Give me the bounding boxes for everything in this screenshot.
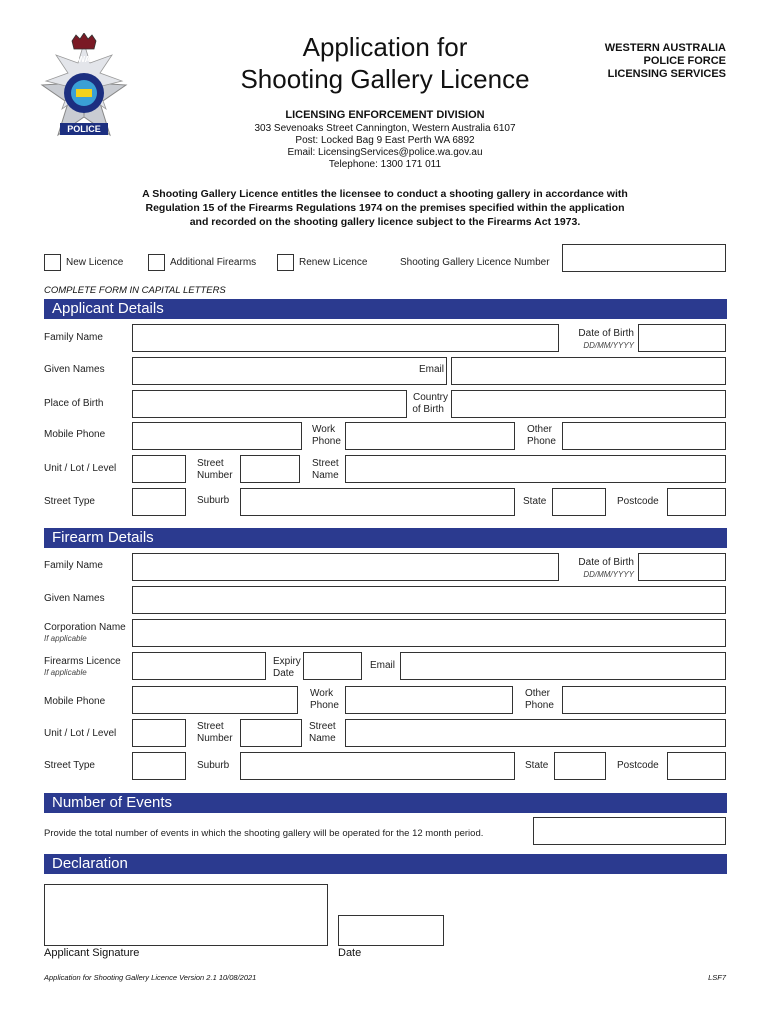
renew-licence-checkbox[interactable] — [277, 254, 294, 271]
fa-street-type-input[interactable] — [132, 752, 186, 780]
additional-firearms-checkbox[interactable] — [148, 254, 165, 271]
address-text: 303 Sevenoaks Street Cannington, Western Australia 6107 — [254, 123, 516, 134]
app-street-type-input[interactable] — [132, 488, 186, 516]
fa-firearms-licence-input[interactable] — [132, 652, 266, 680]
fa-street-type-label: Street Type — [44, 760, 95, 771]
app-postcode-label: Postcode — [617, 496, 659, 507]
post-text: Post: Locked Bag 9 East Perth WA 6892 — [295, 135, 475, 146]
app-suburb-input[interactable] — [240, 488, 515, 516]
app-street-name-input[interactable] — [345, 455, 726, 483]
logo-police-text: POLICE — [67, 124, 101, 134]
fa-other-phone-input[interactable] — [562, 686, 726, 714]
fa-corporation-hint: If applicable — [44, 634, 87, 643]
fa-mobile-input[interactable] — [132, 686, 298, 714]
app-country-input[interactable] — [451, 390, 726, 418]
app-street-number-input[interactable] — [240, 455, 300, 483]
app-unit-label: Unit / Lot / Level — [44, 463, 117, 474]
app-mobile-label: Mobile Phone — [44, 429, 106, 440]
fa-other-label-1: Other — [525, 688, 551, 699]
firearm-heading: Firearm Details — [52, 529, 154, 546]
app-postcode-input[interactable] — [667, 488, 726, 516]
app-suburb-label: Suburb — [197, 495, 230, 506]
fa-state-input[interactable] — [554, 752, 606, 780]
app-other-label-2: Phone — [527, 436, 556, 447]
org-line1: WESTERN AUSTRALIA — [604, 42, 726, 54]
fa-family-name-input[interactable] — [132, 553, 559, 581]
fa-email-input[interactable] — [400, 652, 726, 680]
app-work-label-1: Work — [312, 424, 336, 435]
fa-street-num-label-1: Street — [197, 721, 224, 732]
email-text: Email: LicensingServices@police.wa.gov.au — [287, 147, 483, 158]
events-heading: Number of Events — [52, 794, 173, 811]
fa-firearms-licence-label: Firearms Licence — [44, 656, 121, 667]
fa-suburb-input[interactable] — [240, 752, 515, 780]
date-box[interactable] — [338, 915, 444, 946]
firearm-section-bar — [44, 528, 727, 548]
new-licence-checkbox[interactable] — [44, 254, 61, 271]
fa-given-names-input[interactable] — [132, 586, 726, 614]
fa-suburb-label: Suburb — [197, 760, 230, 771]
signature-label: Applicant Signature — [44, 947, 140, 959]
fa-given-names-label: Given Names — [44, 593, 105, 604]
app-given-names-label: Given Names — [44, 364, 105, 375]
fa-email-label: Email — [370, 660, 396, 671]
footer-code: LSF7 — [708, 973, 726, 982]
fa-postcode-input[interactable] — [667, 752, 726, 780]
fa-state-label: State — [525, 760, 549, 771]
app-street-name-label-1: Street — [312, 458, 339, 469]
app-state-input[interactable] — [552, 488, 606, 516]
events-text: Provide the total number of events in which the shooting gallery will be operated for the 12 month period. — [44, 828, 484, 839]
additional-firearms-label: Additional Firearms — [170, 257, 257, 268]
org-line2: POLICE FORCE — [643, 55, 726, 67]
fa-dob-input[interactable] — [638, 553, 726, 581]
fa-work-label-2: Phone — [310, 700, 339, 711]
intro-line1: A Shooting Gallery Licence entitles the licensee to conduct a shooting gallery in accordance with — [142, 188, 628, 200]
app-work-label-2: Phone — [312, 436, 341, 447]
fa-street-name-label-2: Name — [309, 733, 336, 744]
page-title-line2: Shooting Gallery Licence — [240, 64, 530, 94]
app-dob-label: Date of Birth — [578, 328, 634, 339]
fa-dob-label: Date of Birth — [578, 557, 634, 568]
fa-work-phone-input[interactable] — [345, 686, 513, 714]
intro-line2: Regulation 15 of the Firearms Regulations 1974 on the premises specified within the application — [145, 202, 625, 214]
applicant-section-bar — [44, 299, 727, 319]
fa-street-name-input[interactable] — [345, 719, 726, 747]
new-licence-label: New Licence — [66, 257, 124, 268]
instruction-text: COMPLETE FORM IN CAPITAL LETTERS — [44, 285, 226, 296]
division-title: LICENSING ENFORCEMENT DIVISION — [285, 109, 485, 121]
fa-street-name-label-1: Street — [309, 721, 336, 732]
app-dob-input[interactable] — [638, 324, 726, 352]
signature-box[interactable] — [44, 884, 328, 946]
fa-mobile-label: Mobile Phone — [44, 696, 106, 707]
app-family-name-input[interactable] — [132, 324, 559, 352]
footer-version: Application for Shooting Gallery Licence Version 2.1 10/08/2021 — [44, 973, 257, 982]
fa-expiry-label-2: Date — [273, 668, 295, 679]
app-street-type-label: Street Type — [44, 496, 95, 507]
fa-expiry-label-1: Expiry — [273, 656, 301, 667]
app-street-num-label-2: Number — [197, 470, 233, 481]
fa-street-num-label-2: Number — [197, 733, 233, 744]
logo-wa-text: WA — [77, 55, 91, 64]
declaration-section-bar — [44, 854, 727, 874]
app-street-name-label-2: Name — [312, 470, 339, 481]
app-street-num-label-1: Street — [197, 458, 224, 469]
app-state-label: State — [523, 496, 547, 507]
licence-number-input[interactable] — [562, 244, 726, 272]
fa-firearms-licence-hint: If applicable — [44, 668, 87, 677]
fa-expiry-input[interactable] — [303, 652, 362, 680]
intro-line3: and recorded on the shooting gallery licence subject to the Firearms Act 1973. — [189, 216, 581, 228]
app-dob-format: DD/MM/YYYY — [583, 341, 634, 350]
fa-unit-input[interactable] — [132, 719, 186, 747]
app-email-label: Email — [418, 364, 444, 375]
fa-other-label-2: Phone — [525, 700, 554, 711]
fa-unit-label: Unit / Lot / Level — [44, 728, 117, 739]
app-country-label-1: Country — [412, 392, 448, 403]
fa-dob-format: DD/MM/YYYY — [583, 570, 634, 579]
page-title-line1: Application for — [302, 32, 468, 62]
app-place-of-birth-label: Place of Birth — [44, 398, 104, 409]
declaration-heading: Declaration — [52, 855, 128, 872]
app-email-input[interactable] — [451, 357, 726, 385]
org-line3: LICENSING SERVICES — [607, 68, 726, 80]
app-place-of-birth-input[interactable] — [132, 390, 407, 418]
events-input[interactable] — [533, 817, 726, 845]
app-country-label-2: of Birth — [412, 404, 444, 415]
fa-work-label-1: Work — [310, 688, 334, 699]
app-family-name-label: Family Name — [44, 332, 103, 343]
date-label: Date — [338, 947, 362, 959]
police-logo — [36, 33, 132, 145]
events-section-bar — [44, 793, 727, 813]
app-mobile-input[interactable] — [132, 422, 302, 450]
telephone-text: Telephone: 1300 171 011 — [328, 159, 442, 170]
fa-corporation-label: Corporation Name — [44, 622, 126, 633]
licence-number-label: Shooting Gallery Licence Number — [400, 257, 550, 268]
renew-licence-label: Renew Licence — [299, 257, 368, 268]
app-other-phone-input[interactable] — [562, 422, 726, 450]
app-work-phone-input[interactable] — [345, 422, 515, 450]
app-other-label-1: Other — [527, 424, 553, 435]
fa-family-name-label: Family Name — [44, 560, 103, 571]
app-unit-input[interactable] — [132, 455, 186, 483]
fa-postcode-label: Postcode — [617, 760, 659, 771]
applicant-heading: Applicant Details — [52, 300, 164, 317]
fa-street-number-input[interactable] — [240, 719, 302, 747]
fa-corporation-input[interactable] — [132, 619, 726, 647]
